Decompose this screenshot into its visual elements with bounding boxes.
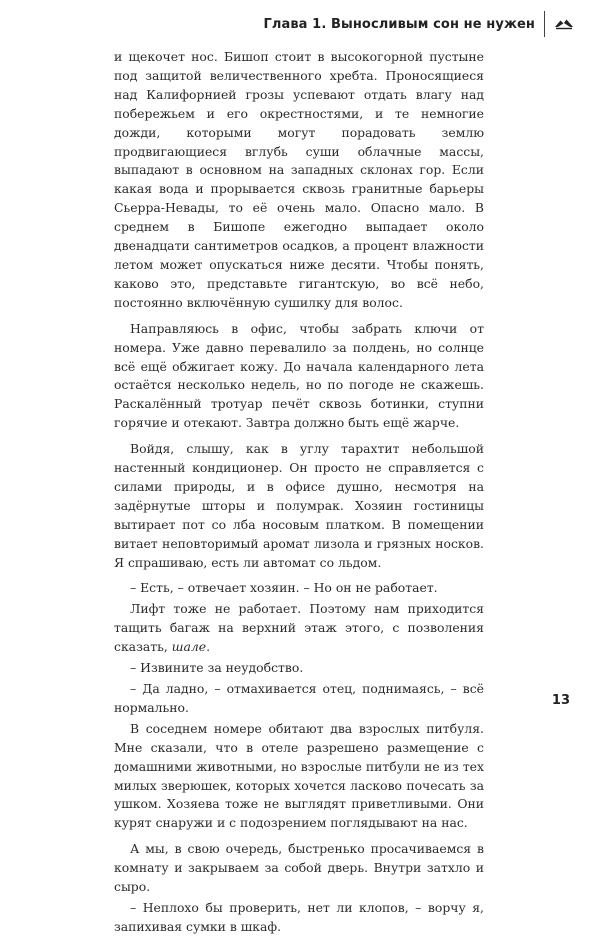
dialogue-line: – Извините за неудобство. xyxy=(130,660,304,676)
dialogue-line: – Неплохо бы проверить, нет ли клопов, – ворчу я, запихивая сумки в шкаф. xyxy=(114,899,484,934)
paragraph: Лифт тоже не работает. Поэтому нам приходится тащить багаж на верхний этаж этого, с позволения сказать, шале. xyxy=(114,601,484,655)
paragraph: В соседнем номере обитают два взрослых питбуля. Мне сказали, что в отеле разрешено размещение с домашними животными, но взрослые питбули не из тех милых зверюшек, которых хочется ласково почесать за ушком. Хозяева тоже не выглядят приветливыми. Они курят снаружи и с подозрением поглядывают на нас. xyxy=(114,720,484,831)
italic-word: шале xyxy=(171,639,207,655)
paragraph: А мы, в свою очередь, быстренько просачиваемся в комнату и закрываем за собой дверь. Внутри затхло и сыро. xyxy=(114,841,484,895)
mountain-logo-icon xyxy=(554,14,574,34)
page-body xyxy=(114,48,484,944)
dialogue-line: – Есть, – отвечает хозяин. – Но он не работает. xyxy=(130,580,438,596)
header-divider xyxy=(544,11,545,37)
paragraph: и щекочет нос. Бишоп стоит в высокогорной пустыне под защитой величественного хребта. Проносящиеся над Калифорнией грозы успевают отдать влагу над побережьем и его окрестностями, и те немногие дожди, которыми могут порадовать землю продвигающиеся вглубь суши облачные массы, выпадают в основном на западных склонах гор. Если какая вода и прорывается сквозь гранитные барьеры Сьерра-Невады, то её очень мало. Опасно мало. В среднем в Бишопе ежегодно выпадает около двенадцати сантиметров осадков, а процент влажности летом может опускаться ниже десяти. Чтобы понять, каково это, представьте гигантскую, во всё небо, постоянно включённую сушилку для волос. xyxy=(114,49,484,310)
chapter-title: Глава 1. Выносливым сон не нужен xyxy=(263,16,535,32)
page-number: 13 xyxy=(551,693,570,708)
running-header xyxy=(263,10,574,38)
dialogue-line: – Да ладно, – отмахивается отец, поднимаясь, – всё нормально. xyxy=(114,681,484,715)
paragraph: Направляюсь в офис, чтобы забрать ключи от номера. Уже давно перевалило за полдень, но солнце всё ещё обжигает кожу. До начала календарного лета остаётся несколько недель, но по погоде не скажешь. Раскалённый тротуар печёт сквозь ботинки, ступни горячие и отекают. Завтра должно быть ещё жарче. xyxy=(114,320,484,431)
paragraph: Войдя, слышу, как в углу тарахтит небольшой настенный кондиционер. Он просто не справляется с силами природы, и в офисе душно, несмотря на задёрнутые шторы и полумрак. Хозяин гостиницы вытирает пот со лба носовым платком. В помещении витает неповторимый аромат лизола и грязных носков. Я спрашиваю, есть ли автомат со льдом. xyxy=(114,441,484,570)
